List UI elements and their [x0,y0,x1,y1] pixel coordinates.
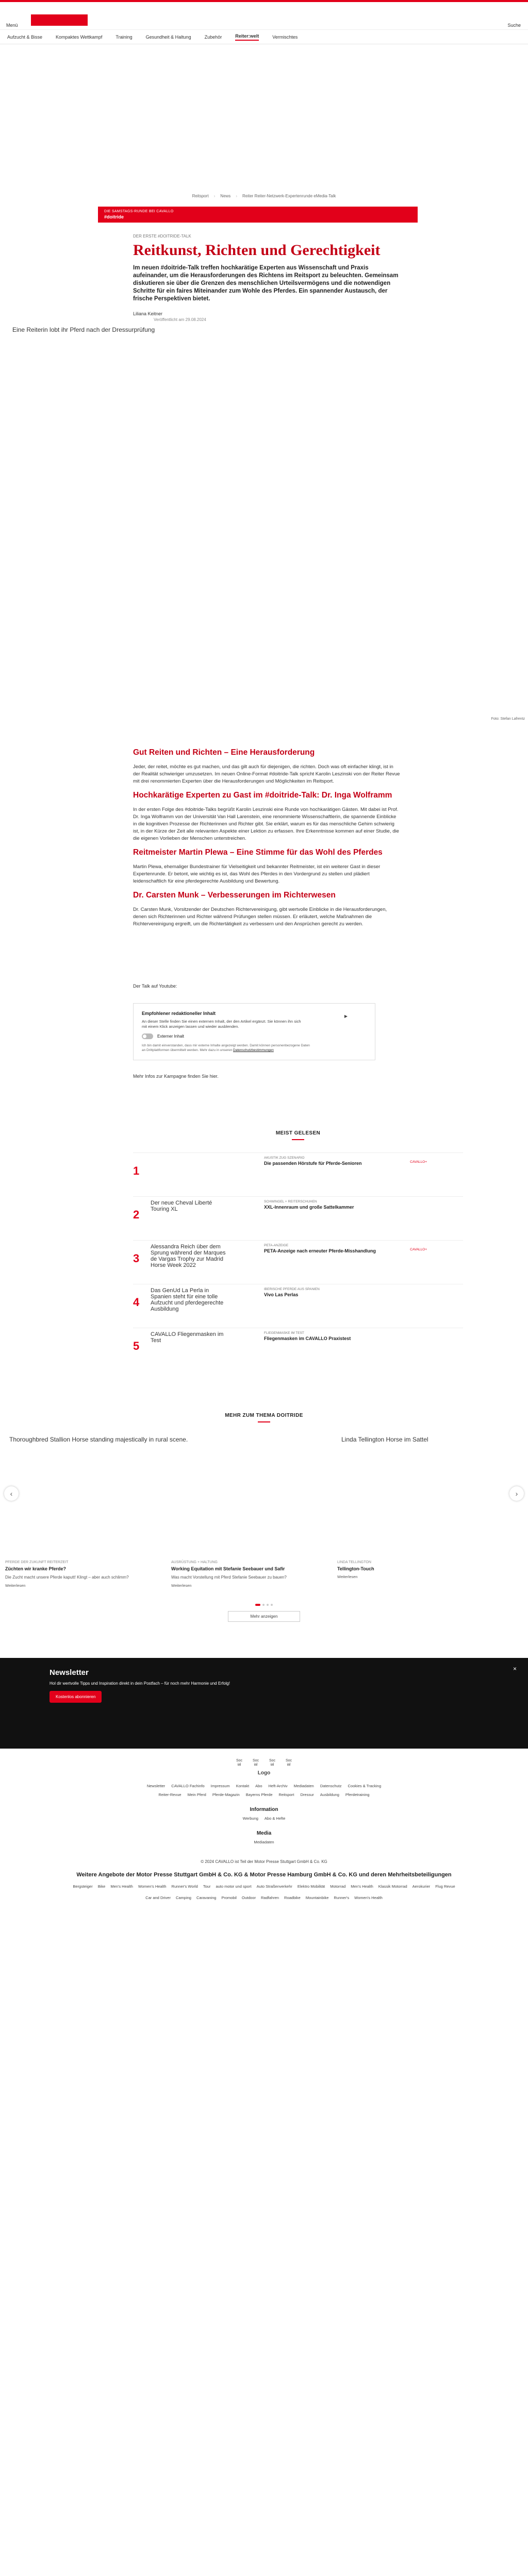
topic-teaser-card[interactable] [171,1435,357,1588]
teaser-title[interactable]: XXL-Innenraum und große Sattelkammer [264,1205,354,1210]
teaser-kicker: PFERDE DER ZUKUNFT REITERZEIT [5,1561,69,1564]
title-underline [258,1421,270,1422]
teaser-title[interactable]: Züchten wir kranke Pferde? [5,1566,67,1571]
teaser-title[interactable]: Working Equitation mit Stefanie Seebauer und Safir [171,1566,285,1571]
embed-title: Empfohlener redaktioneller Inhalt [142,1011,216,1016]
paragraph: Dr. Carsten Munk, Vorsitzender der Deutschen Richtervereinigung, gibt wertvolle Einblicke in die Herausforderungen, denen sich Richterinnen und Richter während Prüfungen stellen müssen. Er erläutert, welche Maßnahmen die Richtervereinigung ergreift, um die Richtertätigkeit zu verbessern und den Ansprüchen gerecht zu werden. [133,907,387,927]
carousel-prev-arrow[interactable]: ‹ [4,1486,19,1501]
teaser-image[interactable] [151,1156,228,1192]
more-topic-title: MEHR ZUM THEMA DOITRIDE [225,1413,303,1418]
paragraph: Martin Plewa, ehemaliger Bundestrainer für Vielseitigkeit und bekannter Reitmeister, ist ein weiterer Gast in dieser Expertenrunde. Er betont, wie wichtig es ist, das Wohl des Pferdes in den Vordergrund zu stellen und plädiert leidenschaftlich für eine pferdegerechte Ausbildung und Bewertung. [133,864,381,884]
publisher-link[interactable]: Outdoor [241,1895,256,1900]
most-read-item[interactable] [133,1153,463,1196]
footer-info-link[interactable]: Werbung [242,1816,258,1821]
teaser-text [264,1156,419,1166]
teaser-kicker: AKUSTIK ZUG SZENARIO [264,1156,305,1160]
teaser-description: Was macht Vorstellung mit Pferd Stefanie Seebauer zu bauen? [171,1575,287,1580]
publisher-link[interactable]: Promobil [221,1895,237,1900]
teaser-carousel [0,1435,528,1595]
section-heading: Gut Reiten und Richten – Eine Herausforderung [133,748,315,757]
campaign-info-link[interactable]: Mehr Infos zur Kampagne finden Sie hier. [133,1074,219,1079]
footer-info-links [0,1816,528,1821]
footer-logo[interactable]: Logo [257,1770,271,1776]
footer-link[interactable]: Pferdetraining [345,1792,370,1797]
newsletter-title: Newsletter [50,1668,89,1677]
hero-image [0,325,528,727]
footer-info-link[interactable]: Abo & Hefte [264,1816,286,1821]
publisher-links [0,1884,528,1901]
publisher-link[interactable]: Men's Health [110,1884,133,1889]
publisher-link[interactable]: Auto Straßenverkehr [256,1884,292,1889]
embed-text: An dieser Stelle finden Sie einen externen Inhalt, der den Artikel ergänzt. Sie können ihn sich mit einem Klick anzeigen lassen und wieder ausblenden. [142,1019,301,1029]
site-logo[interactable] [31,14,88,26]
teaser-image[interactable]: Der neue Cheval Liberté Touring XL [151,1200,212,1212]
privacy-link[interactable]: Datenschutzbestimmungen [233,1048,274,1052]
teaser-title[interactable]: PETA-Anzeige nach erneuter Pferde-Misshandlung [264,1248,376,1253]
external-content-toggle[interactable] [142,1033,367,1039]
carousel-dot[interactable] [271,1604,273,1606]
publisher-link[interactable]: Flug Revue [435,1884,455,1889]
newsletter-subscribe-button[interactable]: Kostenlos abonnieren [50,1691,102,1703]
publisher-link[interactable]: Radfahren [261,1895,279,1900]
publisher-link[interactable]: Runner's [334,1895,350,1900]
nav-item[interactable]: Training [116,34,133,40]
publisher-link[interactable]: Elektro Mobilität [297,1884,325,1889]
teaser-kicker: SCHWINGEL + REITERSCHUHEN [264,1200,317,1204]
carousel-dot[interactable] [262,1604,265,1606]
banner-tag: #doitride [104,214,124,219]
footer-media-links [0,1839,528,1845]
teaser-image[interactable]: Das GenUd La Perla in Spanien steht für eine tolle Aufzucht und pferdegerechte Ausbildung [151,1287,224,1312]
teaser-kicker: LINDA TELLINGTON [337,1561,371,1564]
teaser-title[interactable]: Vivo Las Perlas [264,1292,299,1297]
publisher-link[interactable]: Tour [203,1884,211,1889]
teaser-text [264,1287,419,1297]
teaser-image[interactable] [171,1435,357,1556]
footer-link[interactable]: CAVALLO Fachinfo [171,1784,205,1788]
section-heading: Dr. Carsten Munk – Verbesserungen im Richterwesen [133,891,336,900]
plus-badge: CAVALLO+ [410,1248,427,1251]
most-read-section [133,1130,463,1371]
breadcrumb-item[interactable]: Reiter Reiter-Netzwerk-Expertenrunde eMedia-Talk [242,194,336,198]
show-more-button[interactable]: Mehr anzeigen [228,1611,300,1622]
teaser-title[interactable]: Fliegenmasken im CAVALLO Praxistest [264,1336,351,1341]
site-footer [0,1749,528,1901]
newsletter-section [0,1658,528,1749]
publisher-link[interactable]: Runner's World [171,1884,198,1889]
rank-number: 2 [133,1208,140,1221]
teaser-text [264,1331,419,1341]
footer-link[interactable]: Heft-Archiv [268,1784,288,1788]
topic-teaser-card[interactable] [337,1435,523,1579]
paragraph: In der ersten Folge des #doitride-Talks begrüßt Karolin Leszinski eine Runde von hochkarätigen Gästen. Mit dabei ist Prof. Dr. Inga Wolframm von der Universität Van Hall Larenstein, eine renommierte Wissenschaftlerin, die spannende Einblicke in die kognitiven Prozesse der Richterinnen und Richter gibt. Sie erklärt, warum es für das menschliche Gehirn schwierig ist, in der Kürze der Zeit alle relevanten Aspekte einer Lektion zu erfassen. Ihre Erkenntnisse kommen auf einer Studie, die die eigenen Vorlieben der Menschen unterstreichen. [133,807,399,841]
article-header [98,207,418,322]
toggle-label: Externer Inhalt [157,1034,185,1039]
publisher-link[interactable]: Caravaning [196,1895,217,1900]
rank-number: 4 [133,1296,140,1309]
publisher-link[interactable]: Car and Driver [145,1895,171,1900]
teaser-description: Die Zucht macht unsere Pferde kaputt! Klingt – aber auch schlimm? [5,1575,129,1580]
social-links [0,1759,528,1767]
article-body [133,727,401,1079]
social-icon[interactable]: Soc ial [252,1759,259,1767]
most-read-title: MEIST GELESEN [275,1130,321,1136]
nav-item[interactable]: Zubehör [204,34,222,40]
read-more-link[interactable]: Weiterlesen [5,1583,26,1588]
more-topic-section [0,1413,528,1622]
nav-item[interactable]: Reiter:welt [235,33,259,41]
footer-link[interactable]: Bayerns Pferde [245,1792,273,1797]
most-read-item[interactable] [133,1284,463,1328]
footer-link[interactable]: Newsletter [146,1784,166,1788]
title-underline [292,1139,304,1140]
footer-link[interactable]: Cookies & Tracking [348,1784,382,1788]
footer-link[interactable]: Mein Pferd [187,1792,206,1797]
teaser-title[interactable]: Tellington-Touch [337,1566,374,1571]
nav-item[interactable]: Aufzucht & Bisse [7,34,43,40]
external-content-box [133,1003,375,1060]
footer-links-secondary [0,1792,528,1798]
breadcrumb-item[interactable]: Reitsport [192,194,209,198]
main-nav [0,30,528,44]
publisher-link[interactable]: Aerokurier [412,1884,431,1889]
embed-intro: Der Talk auf Youtube: [133,984,177,989]
teaser-image[interactable]: Linda Tellington Horse im Sattel [341,1436,428,1443]
publisher-link[interactable]: Women's Health [138,1884,167,1889]
footer-link[interactable]: Dressur [300,1792,314,1797]
footer-link[interactable]: Ausbildung [320,1792,339,1797]
newsletter-text: Hol dir wertvolle Tipps und Inspiration direkt in dein Postfach – für noch mehr Harmonie und Erfolg! [50,1681,230,1686]
footer-media-title: Media [256,1831,272,1836]
footer-link[interactable]: Reitsport [278,1792,294,1797]
footer-link[interactable]: Abo [255,1784,262,1788]
paragraph: Jeder, der reitet, möchte es gut machen, und das gilt auch für diejenigen, die richten. Doch was oft einfacher klingt, ist in der Realität schwieriger umzusetzen. Im neuen Online-Format #doitride-Talk spricht Karolin Leszinski von der Reiter Revue mit drei renommierten Experten über die Herausforderungen und Möglichkeiten im Reitsport. [133,764,400,784]
breadcrumb-item[interactable]: News [220,194,231,198]
topic-teaser-card[interactable] [5,1435,191,1588]
hero-credit: Foto: Stefan Lafrentz [491,717,525,721]
teaser-image[interactable]: Thoroughbred Stallion Horse standing majestically in rural scene. [9,1436,188,1443]
teaser-kicker: IBERISCHE PFERDE AUS SPANIEN [264,1287,320,1291]
footer-link[interactable]: Datenschutz [320,1784,342,1788]
most-read-item[interactable] [133,1196,463,1240]
menu-button[interactable]: Menü [6,23,18,28]
publish-date: Veröffentlicht am 29.08.2024 [154,317,206,322]
breadcrumb-separator: › [213,194,216,198]
carousel-dots [0,1604,528,1606]
rank-number: 3 [133,1252,140,1265]
publisher-link[interactable]: Camping [175,1895,191,1900]
publisher-link[interactable]: Klassik Motorrad [378,1884,407,1889]
campaign-banner[interactable] [98,207,418,223]
breadcrumb [0,194,528,198]
section-heading: Reitmeister Martin Plewa – Eine Stimme für das Wohl des Pferdes [133,848,383,857]
teaser-kicker: AUSRÜSTUNG + HALTUNG [171,1561,218,1564]
publisher-link[interactable]: Motorrad [330,1884,346,1889]
article-lead: Im neuen #doitride-Talk treffen hochkarätige Experten aus Wissenschaft und Praxis aufeinander, um die Herausforderungen des Richtens im Reitsport zu beleuchten. Gemeinsam diskutieren sie über die Grenzen des menschlichen Urteilsvermögens und die notwendigen Schritte für ein faires Miteinander zum Wohle des Pferdes. Ein spannender Austausch, der frische Perspektiven bietet. [133,265,399,302]
publisher-link[interactable]: Roadbike [284,1895,301,1900]
teaser-image[interactable]: Alessandra Reich über dem Sprung während der Marques de Vargas Trophy zur Madrid Horse Week 2022 [151,1244,226,1268]
publisher-link[interactable]: Men's Health [351,1884,373,1889]
social-icon[interactable]: Soc ial [236,1759,243,1767]
copyright: © 2024 CAVALLO ist Teil der Motor Presse Stuttgart GmbH & Co. KG [201,1859,327,1864]
publisher-link[interactable]: auto motor und sport [216,1884,252,1889]
rank-number: 5 [133,1340,140,1352]
author-name[interactable]: Liliana Keitner [133,311,163,316]
ad-slot-top [0,44,528,194]
section-heading: Hochkarätige Experten zu Gast im #doitride-Talk: Dr. Inga Wolframm [133,791,392,800]
social-icon[interactable]: Soc ial [269,1759,276,1767]
site-header [0,2,528,30]
teaser-kicker: PETA-ANZEIGE [264,1244,289,1247]
hero-image-alt: Eine Reiterin lobt ihr Pferd nach der Dressurprüfung [12,326,155,333]
footer-info-title: Information [250,1807,278,1812]
carousel-dot[interactable] [267,1604,269,1606]
teaser-title[interactable]: Die passenden Hörstufe für Pferde-Senioren [264,1161,362,1166]
most-read-item[interactable] [133,1328,463,1371]
publisher-link[interactable]: Mountainbike [305,1895,329,1900]
publisher-link[interactable]: Bergsteiger [73,1884,93,1889]
teaser-text [264,1244,419,1253]
article-title: Reitkunst, Richten und Gerechtigkeit [133,242,381,259]
footer-link[interactable]: Reiter-Revue [158,1792,182,1797]
youtube-icon: ▶ [344,1014,348,1019]
consent-text: Ich bin damit einverstanden, dass mir externe Inhalte angezeigt werden. Damit können personenbezogene Daten an Drittplattformen übermittelt werden. Mehr dazu in unseren [142,1044,310,1052]
carousel-dot[interactable] [255,1604,260,1606]
footer-media-link[interactable]: Mediadaten [254,1840,274,1844]
footer-link[interactable]: Mediadaten [293,1784,314,1788]
footer-links [0,1783,528,1789]
toggle-switch[interactable] [142,1033,153,1039]
nav-item[interactable]: Gesundheit & Haltung [145,34,191,40]
publisher-link[interactable]: Bike [97,1884,106,1889]
footer-link[interactable]: Impressum [210,1784,230,1788]
most-read-item[interactable] [133,1240,463,1284]
breadcrumb-separator: › [236,194,237,198]
teaser-kicker: FLIEGENMASKE IM TEST [264,1331,304,1335]
banner-label: DIE SAMSTAGS-RUNDE BEI CAVALLO [104,210,174,213]
read-more-link[interactable]: Weiterlesen [171,1583,192,1588]
teaser-text [264,1200,419,1210]
footer-link[interactable]: Kontakt [236,1784,250,1788]
footer-link[interactable]: Pferde-Magazin [212,1792,240,1797]
plus-badge: CAVALLO+ [410,1160,427,1164]
publisher-link[interactable]: Women's Health [354,1895,383,1900]
nav-item[interactable]: Vermischtes [272,34,298,40]
publisher-heading: Weitere Angebote der Motor Presse Stuttgart GmbH & Co. KG & Motor Presse Hamburg GmbH & Co. KG und deren Mehrheitsbeteiligungen [76,1872,452,1878]
article-kicker: DER ERSTE #DOITRIDE-TALK [133,234,191,239]
search-button[interactable]: Suche [507,23,521,28]
embed-consent-text [142,1043,312,1053]
read-more-link[interactable]: Weiterlesen [337,1574,358,1579]
carousel-next-arrow[interactable]: › [509,1486,524,1501]
nav-item[interactable]: Kompaktes Wettkampf [56,34,103,40]
teaser-image[interactable]: CAVALLO Fliegenmasken im Test [151,1331,224,1344]
social-icon[interactable]: Soc ial [285,1759,292,1767]
rank-number: 1 [133,1164,140,1177]
close-icon[interactable]: × [513,1665,517,1672]
